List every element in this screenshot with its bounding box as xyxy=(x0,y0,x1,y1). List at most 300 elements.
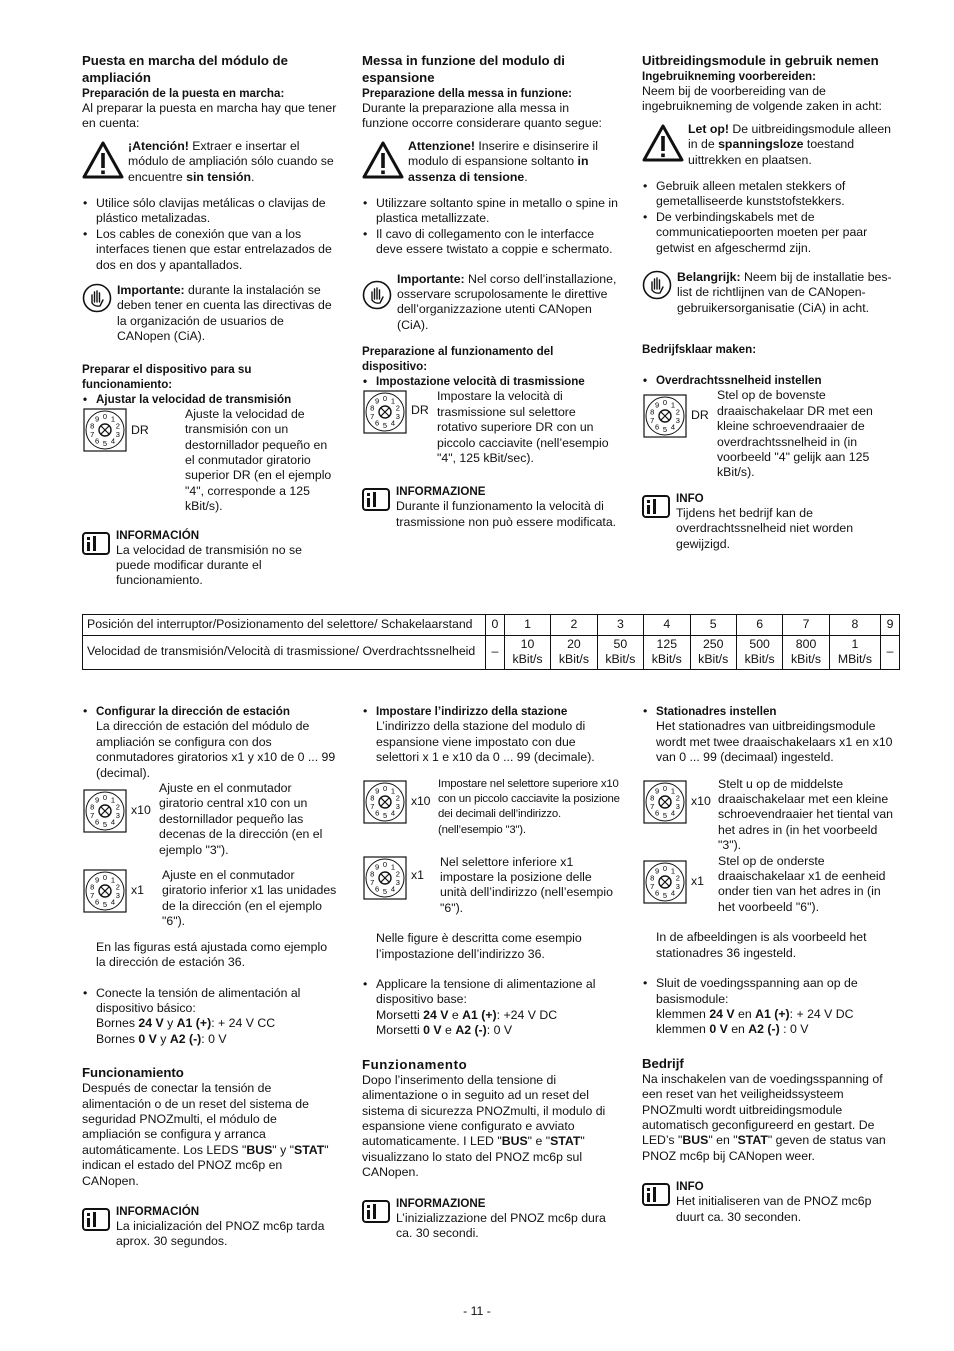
led-stat-label: STAT xyxy=(294,1142,325,1157)
terminal-label: 0 V xyxy=(423,1023,442,1038)
dial-label-dr: DR xyxy=(131,422,149,437)
power-bullet-list xyxy=(642,976,900,1038)
terminal-text: y xyxy=(156,1031,170,1046)
dial-digit: 4 xyxy=(670,888,675,898)
terminal-text: e xyxy=(441,1023,456,1038)
dial-digit: 4 xyxy=(110,436,115,446)
example-text: En las figuras está ajustada como ejemplo la dirección de estación 36. xyxy=(96,939,328,970)
dial-digit: 7 xyxy=(370,412,375,422)
rotary-dial-dr-icon xyxy=(363,390,407,434)
operation-text-part: Después de conectar la tensión de alimentación o de un reset del sistema de seguridad PNOZmulti, el módulo de ampliación se configura y arranca automáticamente. Los LEDS " xyxy=(82,1081,309,1157)
address-bullet xyxy=(362,704,620,766)
warning-text: Extraer e insertar el módulo de ampliación sólo cuando se encuentre xyxy=(128,138,334,184)
dial-digit: 8 xyxy=(370,869,375,879)
dial-digit: 0 xyxy=(662,863,668,873)
dial-digit: 7 xyxy=(650,416,655,426)
info-icon xyxy=(642,1183,670,1206)
dial-digit: 9 xyxy=(375,786,380,796)
operation-text-part: " geven de status van PNOZ mc6p bij CANopen weer. xyxy=(642,1133,886,1163)
dial-digit: 2 xyxy=(115,802,120,812)
section-heading: Puesta en marcha del módulo de ampliación xyxy=(82,53,288,85)
rotary-dial-dr-icon xyxy=(83,408,127,452)
warning-emphasis: sin tensión xyxy=(186,169,252,184)
dial-block-x10 xyxy=(642,777,900,854)
rotary-dial-x1-icon xyxy=(83,869,127,913)
warning-emphasis: spanningsloze xyxy=(718,137,804,152)
dial-digit: 3 xyxy=(395,412,400,422)
speed-bullet-list xyxy=(82,392,338,407)
dial-digit: 0 xyxy=(382,394,388,404)
cell-value: 50 xyxy=(613,636,628,651)
prep-title: Ingebruikneming voorbereiden: xyxy=(642,70,816,83)
info-icon xyxy=(82,1208,110,1231)
list-item: • De verbindingskabels met de communicatiepoorten moeten per paar getwist en afgeschermd zijn. xyxy=(642,210,900,256)
warning-label: Let op! xyxy=(688,121,729,136)
column-spanish xyxy=(82,52,338,589)
table-cell xyxy=(644,635,690,669)
dial-digit: 6 xyxy=(375,418,380,428)
list-item: • Il cavo di collegamento con le interfacce deve essere twistato a coppie e schermato. xyxy=(362,227,618,258)
x1-text: Nel selettore inferiore x1 impostare la posizione delle unità dell’indirizzo (nell’esempio "6"). xyxy=(440,854,613,915)
led-bus-label: BUS xyxy=(501,1134,528,1149)
dial-block-dr xyxy=(362,389,618,466)
address-bullet-list xyxy=(82,704,338,781)
info-title: INFORMAZIONE xyxy=(396,485,486,499)
dial-digit: 7 xyxy=(90,890,95,900)
info-text: Het initialiseren van de PNOZ mc6p duurt ca. 30 seconden. xyxy=(676,1194,872,1224)
dial-digit: 1 xyxy=(110,875,115,885)
address-bullet-title: Impostare l’indirizzo della stazione xyxy=(376,705,568,718)
rotary-dial-x10-icon xyxy=(643,780,687,824)
dial-block-x1 xyxy=(362,855,620,917)
dial-digit: 3 xyxy=(675,416,680,426)
info-block xyxy=(362,1196,620,1242)
terminal-label: 0 V xyxy=(709,1022,728,1037)
rotary-dial-dr-icon xyxy=(643,394,687,438)
power-bullet xyxy=(82,986,338,1048)
terminal-text: en xyxy=(734,1006,756,1021)
info-title: INFORMACIÓN xyxy=(116,528,200,542)
warning-end: . xyxy=(524,169,528,184)
section-heading: Messa in funzione del modulo di espansione xyxy=(362,53,565,85)
dial-label-dr: DR xyxy=(411,403,429,418)
dial-digit: 1 xyxy=(670,786,675,796)
dial-digit: 1 xyxy=(390,862,395,872)
dial-digit: 5 xyxy=(382,421,388,431)
info-block xyxy=(82,1204,338,1250)
cell-value: 250 xyxy=(702,636,724,651)
operation-text-part: " en " xyxy=(708,1133,738,1148)
cell-unit: kBit/s xyxy=(558,652,589,666)
info-text: L’inizializzazione del PNOZ mc6p dura ca. 30 secondi. xyxy=(396,1210,606,1240)
terminal-text: : + 24 V DC xyxy=(789,1006,854,1021)
warning-block xyxy=(82,139,338,185)
dial-digit: 8 xyxy=(90,882,95,892)
important-text: Neem bij de installatie bes-list de richtlijnen van de CANopen-gebruikersorganisatie (CiA) in acht. xyxy=(677,270,892,315)
operation-text-part: Na inschakelen van de voedingsspanning of een reset van het veiligheidssysteem PNOZmulti wordt uitbreidingsmodule automatisch geconfigureerd en gestart. De LED’s " xyxy=(642,1071,883,1148)
operation-heading: Funzionamento xyxy=(362,1056,468,1072)
dial-digit: 9 xyxy=(95,795,100,805)
info-text: La inicialización del PNOZ mc6p tarda aprox. 30 segundos. xyxy=(116,1218,325,1249)
important-text: durante la instalación se deben tener en cuenta las directivas de la organización de usuarios de CANopen (CiA). xyxy=(117,283,332,344)
dial-digit: 0 xyxy=(383,783,387,793)
led-bus-label: BUS xyxy=(682,1133,709,1148)
operation-text-part: " y " xyxy=(272,1142,294,1157)
example-text: In de afbeeldingen is als voorbeeld het stationadres 36 ingesteld. xyxy=(656,930,867,960)
dial-digit: 2 xyxy=(395,793,400,803)
info-text: Durante il funzionamento la velocità di trasmissione non può essere modificata. xyxy=(396,499,617,529)
dial-digit: 3 xyxy=(395,801,400,811)
cell-unit: kBit/s xyxy=(698,652,729,666)
cell-unit: MBit/s xyxy=(837,652,872,666)
dial-digit: 4 xyxy=(110,817,115,827)
terminal-text: klemmen xyxy=(656,1006,710,1021)
table-cell xyxy=(597,635,643,669)
dial-digit: 6 xyxy=(95,817,100,827)
dial-digit: 7 xyxy=(650,881,655,891)
led-stat-label: STAT xyxy=(737,1133,768,1148)
hand-icon xyxy=(642,270,672,300)
dial-digit: 5 xyxy=(662,810,668,820)
dial-digit: 2 xyxy=(675,793,680,803)
table-cell xyxy=(551,635,597,669)
important-label: Belangrijk: xyxy=(677,270,741,285)
address-bullet-list xyxy=(642,704,900,766)
cell-value: 10 xyxy=(520,636,535,651)
table-cell: 1 xyxy=(504,615,550,636)
dial-digit: 6 xyxy=(375,884,380,894)
dial-digit: 5 xyxy=(102,438,108,448)
x10-text: Stelt u op de middelste draaischakelaar met een kleine schroevendraaier het tiental van het adres in (in het voorbeeld "3"). xyxy=(718,776,893,853)
dial-digit: 9 xyxy=(95,414,100,424)
table-row-label: Velocidad de transmisión/Velocità di trasmissione/ Overdrachtssnelheid xyxy=(83,635,486,669)
address-bullet xyxy=(642,704,900,766)
hand-icon xyxy=(82,283,112,313)
dial-digit: 3 xyxy=(675,801,680,811)
dial-digit: 0 xyxy=(102,411,108,421)
info-title: INFO xyxy=(676,491,704,505)
cell-unit: kBit/s xyxy=(512,652,543,666)
terminal-text: : 0 V xyxy=(779,1022,809,1037)
dial-digit: 8 xyxy=(370,403,375,413)
warning-text: De uitbreidingsmodule alleen in de xyxy=(688,121,891,152)
address-text: Het stationadres van uitbreidingsmodule wordt met twee draaischakelaars x1 en x10 van 0 ... 99 (decimaal) ingesteld. xyxy=(656,719,893,765)
cell-value: – xyxy=(886,644,894,659)
dial-digit: 4 xyxy=(390,418,395,428)
dial-digit: 1 xyxy=(670,400,675,410)
dial-digit: 3 xyxy=(115,810,120,820)
dial-digit: 4 xyxy=(670,808,675,818)
power-text: Conecte la tensión de alimentación al dispositivo básico: xyxy=(96,985,301,1015)
dial-digit: 0 xyxy=(662,398,668,408)
operation-text-part: " indican el estado del PNOZ mc6p en CANopen. xyxy=(82,1142,329,1188)
dial-digit: 7 xyxy=(370,877,375,887)
terminal-label: A1 (+) xyxy=(755,1006,790,1021)
device-prep-title: Preparar el dispositivo para su funcionamiento: xyxy=(82,362,252,391)
table-cell xyxy=(783,635,829,669)
list-item: • Gebruik alleen metalen stekkers of gemetalliseerde kunststofstekkers. xyxy=(642,179,900,210)
info-text: La velocidad de transmisión no se puede modificar durante el funcionamiento. xyxy=(116,542,302,588)
warning-icon xyxy=(362,141,404,179)
dial-digit: 2 xyxy=(675,873,680,883)
address-bullet-title: Stationadres instellen xyxy=(656,705,777,718)
lower-column-dutch xyxy=(642,704,900,1225)
dial-block-x1 xyxy=(82,868,338,930)
speed-text: Impostare la velocità di trasmissione sul selettore rotativo superiore DR con un piccolo cacciavite (nell’esempio "4", 125 kBit/sec). xyxy=(437,389,609,465)
terminal-text: : 0 V xyxy=(201,1031,227,1046)
dial-digit: 4 xyxy=(390,884,395,894)
operation-text-part: " e " xyxy=(527,1134,551,1149)
info-title: INFO xyxy=(676,1180,704,1194)
power-text: Applicare la tensione di alimentazione al dispositivo base: xyxy=(376,977,596,1007)
cell-value: 800 xyxy=(795,636,817,651)
terminal-text: y xyxy=(163,1016,177,1031)
table-cell xyxy=(504,635,550,669)
operation-heading: Bedrijf xyxy=(642,1055,684,1071)
table-cell: 0 xyxy=(486,615,505,636)
dial-digit: 4 xyxy=(390,808,395,818)
table-cell: 8 xyxy=(829,615,880,636)
table-cell: 7 xyxy=(783,615,829,636)
dial-digit: 8 xyxy=(650,793,655,803)
warning-block xyxy=(362,139,618,185)
rotary-dial-x10-icon xyxy=(363,780,407,824)
dial-digit: 8 xyxy=(370,793,375,803)
lower-column-italian xyxy=(362,704,620,1241)
terminal-label: A2 (-) xyxy=(169,1031,202,1046)
prep-text: Durante la preparazione alla messa in funzione occorre considerare quanto segue: xyxy=(362,101,602,131)
terminal-text: Morsetti xyxy=(376,1007,424,1022)
bullet-list xyxy=(642,179,900,256)
important-label: Importante: xyxy=(397,271,465,286)
table-cell xyxy=(829,635,880,669)
dial-label-dr: DR xyxy=(691,408,709,423)
dial-digit: 3 xyxy=(395,877,400,887)
device-prep-title: Preparazione al funzionamento del dispositivo: xyxy=(362,345,554,374)
cell-value: 500 xyxy=(749,636,770,651)
x1-text: Ajuste en el conmutador giratorio inferior x1 las unidades de la dirección (en el ejemplo "6"). xyxy=(162,868,337,929)
cell-unit: kBit/s xyxy=(605,652,636,666)
warning-label: ¡Atención! xyxy=(128,138,189,153)
dial-digit: 5 xyxy=(383,810,387,820)
dial-block-dr xyxy=(82,407,338,515)
table-cell: 3 xyxy=(597,615,643,636)
speed-text: Stel op de bovenste draaischakelaar DR met een kleine schroevendraaier de overdrachtssnelheid in (in voorbeeld "4" gelijk aan 125 kBit/s). xyxy=(717,388,873,480)
led-stat-label: STAT xyxy=(550,1134,581,1149)
column-italian xyxy=(362,52,618,530)
dial-digit: 8 xyxy=(650,407,655,417)
dial-digit: 0 xyxy=(382,859,388,869)
table-cell: 4 xyxy=(644,615,690,636)
speed-bullet: • Impostazione velocità di trasmissione xyxy=(362,374,618,389)
operation-text xyxy=(82,1081,338,1189)
terminal-text: Bornes xyxy=(96,1031,139,1046)
dial-digit: 7 xyxy=(90,429,95,439)
table-row xyxy=(83,615,900,636)
table-cell xyxy=(690,635,736,669)
cell-value: 20 xyxy=(567,636,581,651)
dial-digit: 9 xyxy=(95,875,100,885)
dial-digit: 2 xyxy=(395,403,400,413)
operation-heading: Funcionamiento xyxy=(82,1065,184,1081)
table-row xyxy=(83,635,900,669)
terminal-text: : + 24 V CC xyxy=(211,1016,276,1031)
info-block xyxy=(362,484,618,530)
dial-digit: 8 xyxy=(650,873,655,883)
x10-text: Impostare nel selettore superiore x10 con un piccolo cacciavite la posizione dei decimali dell’indirizzo. (nell’esempio "3"). xyxy=(438,777,620,836)
terminal-label: 0 V xyxy=(138,1031,157,1046)
dial-digit: 3 xyxy=(115,429,120,439)
important-note xyxy=(362,272,618,334)
terminal-text: : +24 V DC xyxy=(496,1007,558,1022)
power-bullet-list xyxy=(362,977,620,1039)
address-text: L’indirizzo della stazione del modulo di espansione viene impostato con due selettori x 1 e x10 da 0 ... 99 (decimale). xyxy=(376,719,595,765)
rotary-dial-x1-icon xyxy=(643,860,687,904)
terminal-label: 24 V xyxy=(138,1016,164,1031)
table-cell: 5 xyxy=(690,615,736,636)
x10-text: Ajuste en el conmutador giratorio central x10 con un destornillador pequeño las decenas de la dirección (en el ejemplo "3"). xyxy=(159,781,323,857)
lower-column-spanish xyxy=(82,704,338,1250)
dial-digit: 7 xyxy=(650,801,655,811)
table-cell: 9 xyxy=(881,615,900,636)
dial-digit: 1 xyxy=(390,786,395,796)
power-bullet-list xyxy=(82,986,338,1048)
dial-digit: 5 xyxy=(102,900,108,910)
cell-value: 1 xyxy=(851,636,859,651)
table-cell xyxy=(736,635,782,669)
speed-bullet: • Ajustar la velocidad de transmisión xyxy=(82,392,338,407)
terminal-text: klemmen xyxy=(656,1022,710,1037)
dial-digit: 6 xyxy=(655,422,660,432)
terminal-text: Bornes xyxy=(96,1016,139,1031)
table-cell: 6 xyxy=(736,615,782,636)
operation-text xyxy=(362,1073,620,1181)
table-row-label: Posición del interruptor/Posizionamento del selettore/ Schakelaarstand xyxy=(83,615,486,636)
speed-bullet: • Overdrachtssnelheid instellen xyxy=(642,373,900,388)
dial-digit: 9 xyxy=(655,786,660,796)
dial-digit: 3 xyxy=(675,881,680,891)
info-icon xyxy=(362,488,390,511)
dial-digit: 1 xyxy=(670,866,675,876)
info-text: Tijdens het bedrijf kan de overdrachtssnelheid niet worden gewijzigd. xyxy=(676,505,854,551)
example-text: Nelle figure è descritta come esempio l’impostazione dell’indirizzo 36. xyxy=(376,931,582,961)
cell-unit: kBit/s xyxy=(791,652,822,666)
dial-digit: 8 xyxy=(90,421,95,431)
prep-text: Al preparar la puesta en marcha hay que tener en cuenta: xyxy=(82,101,337,131)
dial-digit: 5 xyxy=(102,820,108,830)
dial-digit: 4 xyxy=(670,422,675,432)
dial-digit: 5 xyxy=(662,890,668,900)
dial-digit: 8 xyxy=(90,802,95,812)
cell-value: – xyxy=(491,644,499,659)
address-bullet xyxy=(82,704,338,781)
table-cell: 2 xyxy=(551,615,597,636)
dial-label-x1: x1 xyxy=(131,883,144,898)
dial-digit: 1 xyxy=(390,396,395,406)
info-icon xyxy=(642,495,670,518)
dial-digit: 0 xyxy=(102,793,108,803)
cell-unit: kBit/s xyxy=(651,652,682,666)
important-note xyxy=(642,270,900,316)
terminal-label: A2 (-) xyxy=(748,1022,780,1037)
warning-end: . xyxy=(251,169,255,184)
terminal-label: 24 V xyxy=(709,1006,735,1021)
x1-text: Stel op de onderste draaischakelaar x1 de eenheid onder tien van het adres in (in het voorbeeld "6"). xyxy=(718,853,886,914)
table-cell xyxy=(486,635,505,669)
dial-label-x10: x10 xyxy=(691,793,711,808)
dial-digit: 1 xyxy=(110,414,115,424)
important-note xyxy=(82,283,338,345)
speed-text: Ajuste la velocidad de transmisión con un destornillador pequeño en el conmutador giratorio superior DR (en el ejemplo "4", corresponde a 125 kBit/s). xyxy=(185,406,332,514)
list-item: • Los cables de conexión que van a los interfaces tienen que estar entrelazados de dos en dos y apantallados. xyxy=(82,227,338,273)
dial-digit: 9 xyxy=(375,862,380,872)
rotary-dial-x10-icon xyxy=(83,789,127,833)
important-label: Importante: xyxy=(117,283,185,298)
dial-digit: 6 xyxy=(655,888,660,898)
dial-block-x1 xyxy=(642,854,900,916)
dial-label-x10: x10 xyxy=(131,803,151,818)
operation-text-part: Dopo l’inserimento della tensione di alimentazione o in seguito ad un reset del sistema di sicurezza PNOZmulti, il modulo di espansione viene configurato e avviato automaticamente. I LED " xyxy=(362,1072,606,1149)
warning-label: Attenzione! xyxy=(408,138,475,153)
terminal-text: en xyxy=(727,1022,749,1037)
warning-end: toestand uittrekken en plaatsen. xyxy=(688,137,855,167)
warning-block xyxy=(642,122,900,168)
rotary-dial-x1-icon xyxy=(363,856,407,900)
warning-text: Inserire e disinserire il modulo di espansione soltanto xyxy=(408,138,598,169)
speed-bullet-list xyxy=(642,373,900,388)
dial-digit: 6 xyxy=(375,808,380,818)
info-icon xyxy=(82,532,110,555)
bullet-list xyxy=(362,196,618,258)
dial-digit: 7 xyxy=(370,801,375,811)
prep-title: Preparazione della messa in funzione: xyxy=(362,87,573,100)
device-prep-title: Bedrijfsklaar maken: xyxy=(642,343,757,357)
dial-digit: 1 xyxy=(110,795,115,805)
info-block xyxy=(82,528,338,589)
power-bullet xyxy=(362,977,620,1039)
info-title: INFORMACIÓN xyxy=(116,1204,200,1218)
warning-icon xyxy=(642,124,684,162)
address-bullet-list xyxy=(362,704,620,766)
dial-digit: 2 xyxy=(675,407,680,417)
terminal-label: 24 V xyxy=(423,1007,449,1022)
list-item: • Utilice sólo clavijas metálicas o clavijas de plástico metalizadas. xyxy=(82,196,338,227)
cell-value: 125 xyxy=(656,636,678,651)
dial-digit: 3 xyxy=(115,890,120,900)
warning-emphasis: in assenza di tensione xyxy=(408,154,589,184)
terminal-label: A1 (+) xyxy=(462,1007,497,1022)
dial-digit: 6 xyxy=(95,436,100,446)
operation-text xyxy=(642,1072,900,1164)
terminal-text: e xyxy=(448,1007,463,1022)
bullet-list xyxy=(82,196,338,273)
cell-unit: kBit/s xyxy=(744,652,775,666)
dial-block-x10 xyxy=(362,777,620,849)
terminal-text: : 0 V xyxy=(486,1023,513,1038)
dial-digit: 5 xyxy=(662,425,668,435)
led-bus-label: BUS xyxy=(246,1142,273,1157)
dial-digit: 5 xyxy=(382,886,388,896)
dial-digit: 6 xyxy=(95,897,100,907)
terminal-label: A1 (+) xyxy=(176,1016,212,1031)
important-text: Nel corso dell’installazione, osservare scrupolosamente le direttive dell’organizzazione utenti CANopen (CiA). xyxy=(397,271,617,332)
dial-digit: 0 xyxy=(662,783,668,793)
dial-label-x10: x10 xyxy=(411,793,431,808)
address-bullet-title: Configurar la dirección de estación xyxy=(96,705,290,718)
dial-digit: 2 xyxy=(115,421,120,431)
dial-digit: 2 xyxy=(115,882,120,892)
page-number: - 11 - xyxy=(463,1304,491,1318)
